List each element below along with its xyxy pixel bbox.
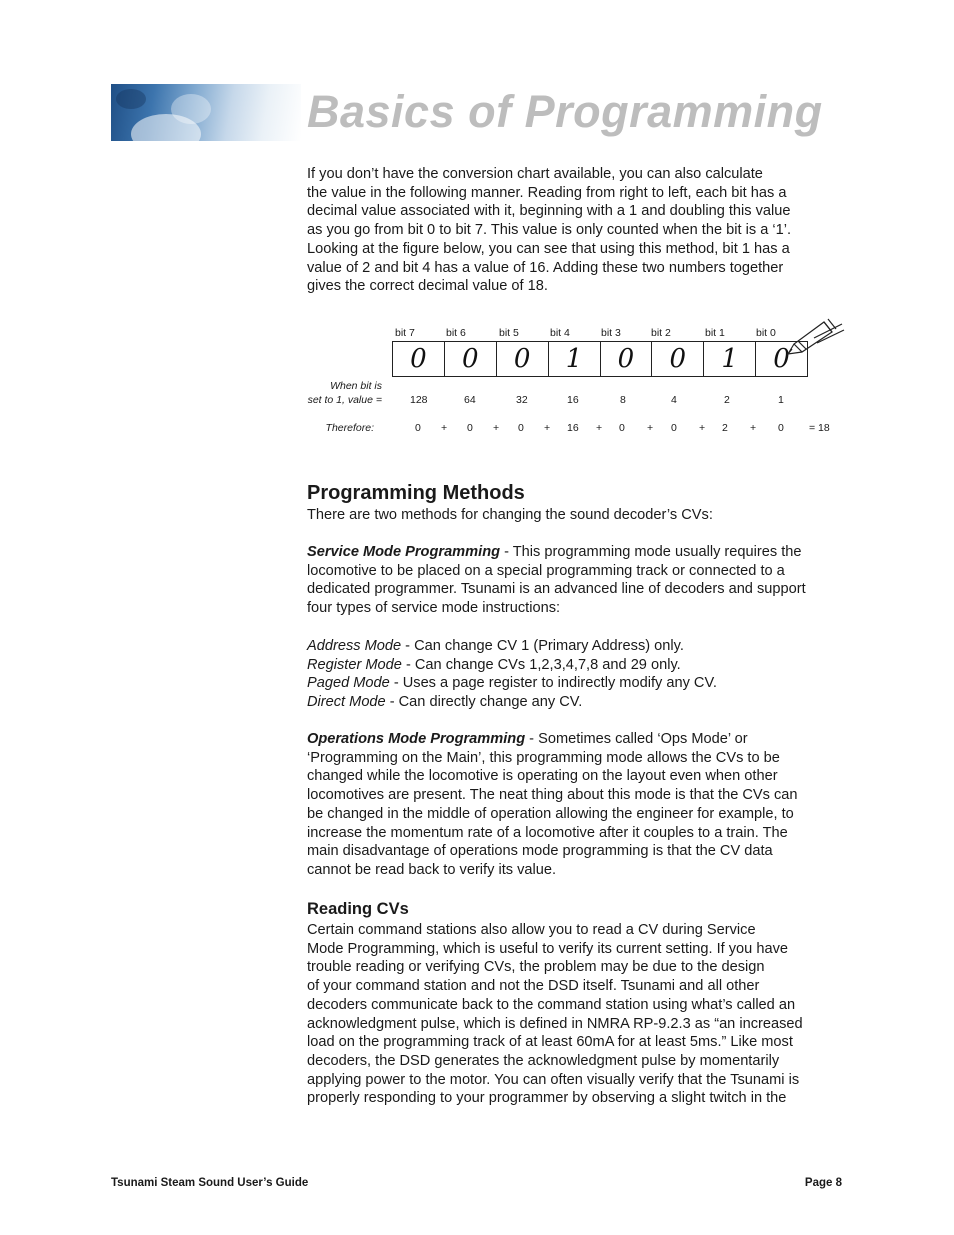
service-mode-term: Service Mode Programming [307, 544, 501, 560]
bit-label: bit 0 [756, 327, 776, 339]
operations-mode-paragraph [307, 730, 847, 880]
bit-value: 64 [464, 394, 476, 406]
bit-label: bit 7 [395, 327, 415, 339]
therefore-label: Therefore: [325, 422, 374, 434]
mode-term: Paged Mode [307, 675, 390, 692]
bit-value: 16 [567, 394, 579, 406]
service-mode-paragraph [307, 543, 847, 618]
mode-desc: - Can change CV 1 (Primary Address) only. [401, 638, 684, 654]
text-line: If you don’t have the conversion chart available, you can also calculate [307, 166, 763, 182]
list-item [307, 674, 847, 693]
bit-cell: 0 [601, 342, 653, 376]
bit-cell: 1 [549, 342, 601, 376]
text-line [307, 730, 847, 749]
mode-term: Register Mode [307, 656, 402, 673]
reading-cvs-paragraph [307, 921, 847, 1108]
mode-term: Address Mode [307, 638, 402, 654]
text-line: increase the momentum rate of a locomotive after it couples to a train. The [307, 824, 788, 841]
text-line: changed while the locomotive is operating on the layout even when other [307, 768, 778, 785]
text-line: cannot be read back to verify its value. [307, 861, 557, 878]
text-line: dedicated programmer. Tsunami is an advanced line of decoders and support [307, 581, 806, 598]
when-label-line: set to 1, value = [307, 394, 382, 406]
page-title: Basics of Programming [307, 86, 823, 137]
reading-cvs-heading: Reading CVs [307, 900, 409, 918]
text-line: acknowledgment pulse, which is defined in NMRA RP-9.2.3 as “an increased [307, 1015, 803, 1032]
text-line: load on the programming track of at least 60mA for at least 5ms.” Like most [307, 1034, 793, 1051]
bit-row [392, 341, 808, 377]
bit-label: bit 5 [499, 327, 519, 339]
pencil-icon [784, 318, 846, 358]
text-span: - Sometimes called ‘Ops Mode’ or [525, 731, 748, 747]
plus-sign: + [596, 422, 603, 434]
programming-methods-heading: Programming Methods [307, 482, 525, 504]
text-line: locomotive to be placed on a special programming track or connected to a [307, 562, 785, 579]
bit-label: bit 1 [705, 327, 725, 339]
bit-cell: 0 [652, 342, 704, 376]
text-line: the value in the following manner. Reading from right to left, each bit has a [307, 184, 787, 201]
plus-sign: + [750, 422, 757, 434]
calc-term: 16 [567, 422, 579, 434]
text-line: decoders communicate back to the command station using what’s called an [307, 996, 796, 1013]
service-mode-list [307, 637, 847, 712]
intro-paragraph [307, 165, 847, 296]
mode-desc: - Uses a page register to indirectly modify any CV. [389, 675, 717, 692]
bit-label: bit 3 [601, 327, 621, 339]
text-line: main disadvantage of operations mode programming is that the CV data [307, 843, 773, 860]
calc-result: = 18 [809, 422, 830, 434]
text-line: Certain command stations also allow you to read a CV during Service [307, 922, 756, 938]
bit-label: bit 2 [651, 327, 671, 339]
text-line: be changed in the middle of operation allowing the engineer for example, to [307, 805, 794, 822]
bit-cell: 0 [497, 342, 549, 376]
ops-mode-term: Operations Mode Programming [307, 731, 526, 747]
text-line: decimal value associated with it, beginning with a 1 and doubling this value [307, 203, 791, 220]
bit-label: bit 4 [550, 327, 570, 339]
when-bit-set-label [308, 379, 382, 407]
mode-term: Direct Mode [307, 694, 386, 711]
text-line: Looking at the figure below, you can see that using this method, bit 1 has a [307, 240, 790, 257]
bit-value: 32 [516, 394, 528, 406]
text-line: There are two methods for changing the sound decoder’s CVs: [307, 507, 713, 523]
bit-cell: 0 [445, 342, 497, 376]
header-wave-image [111, 84, 301, 141]
text-line: ‘Programming on the Main’, this programming mode allows the CVs to be [307, 749, 780, 766]
calc-term: 0 [467, 422, 473, 434]
programming-methods-intro [307, 506, 847, 525]
text-line: decoders, the DSD generates the acknowledgment pulse by momentarily [307, 1052, 780, 1069]
calc-term: 0 [778, 422, 784, 434]
bit-label: bit 6 [446, 327, 466, 339]
bit-value: 8 [620, 394, 626, 406]
calc-term: 0 [671, 422, 677, 434]
bit-value: 4 [671, 394, 677, 406]
text-line: applying power to the motor. You can often visually verify that the Tsunami is [307, 1071, 800, 1088]
footer-page-number: Page 8 [804, 1177, 842, 1189]
bit-value: 128 [410, 394, 428, 406]
mode-desc: - Can change CVs 1,2,3,4,7,8 and 29 only. [401, 656, 681, 673]
plus-sign: + [441, 422, 448, 434]
text-line: gives the correct decimal value of 18. [307, 278, 548, 295]
bit-value: 1 [778, 394, 784, 406]
binary-conversion-figure [296, 318, 848, 443]
text-line: of your command station and not the DSD itself. Tsunami and all other [307, 978, 760, 995]
mode-desc: - Can directly change any CV. [385, 694, 583, 711]
when-label-line: When bit is [330, 380, 382, 392]
calc-term: 0 [415, 422, 421, 434]
bit-cell: 0 [393, 342, 445, 376]
plus-sign: + [544, 422, 551, 434]
calc-term: 0 [518, 422, 524, 434]
calc-term: 0 [619, 422, 625, 434]
list-item [307, 656, 847, 675]
bit-cell: 1 [704, 342, 756, 376]
footer-guide-title: Tsunami Steam Sound User’s Guide [111, 1177, 309, 1189]
text-line: trouble reading or verifying CVs, the problem may be due to the design [307, 959, 765, 976]
text-line: locomotives are present. The neat thing about this mode is that the CVs can [307, 787, 798, 804]
text-line: four types of service mode instructions: [307, 600, 561, 617]
bit-value: 2 [724, 394, 730, 406]
text-line: value of 2 and bit 4 has a value of 16. Adding these two numbers together [307, 259, 784, 276]
text-line: properly responding to your programmer by observing a slight twitch in the [307, 1090, 787, 1107]
plus-sign: + [699, 422, 706, 434]
text-span: - This programming mode usually requires the [500, 544, 802, 560]
list-item [307, 637, 847, 656]
plus-sign: + [493, 422, 500, 434]
text-line [307, 543, 847, 562]
text-line: as you go from bit 0 to bit 7. This value is only counted when the bit is a ‘1’. [307, 222, 792, 239]
text-line: Mode Programming, which is useful to verify its current setting. If you have [307, 940, 788, 957]
bit-cell: 0 [773, 344, 790, 374]
plus-sign: + [647, 422, 654, 434]
calc-term: 2 [722, 422, 728, 434]
list-item [307, 693, 847, 712]
